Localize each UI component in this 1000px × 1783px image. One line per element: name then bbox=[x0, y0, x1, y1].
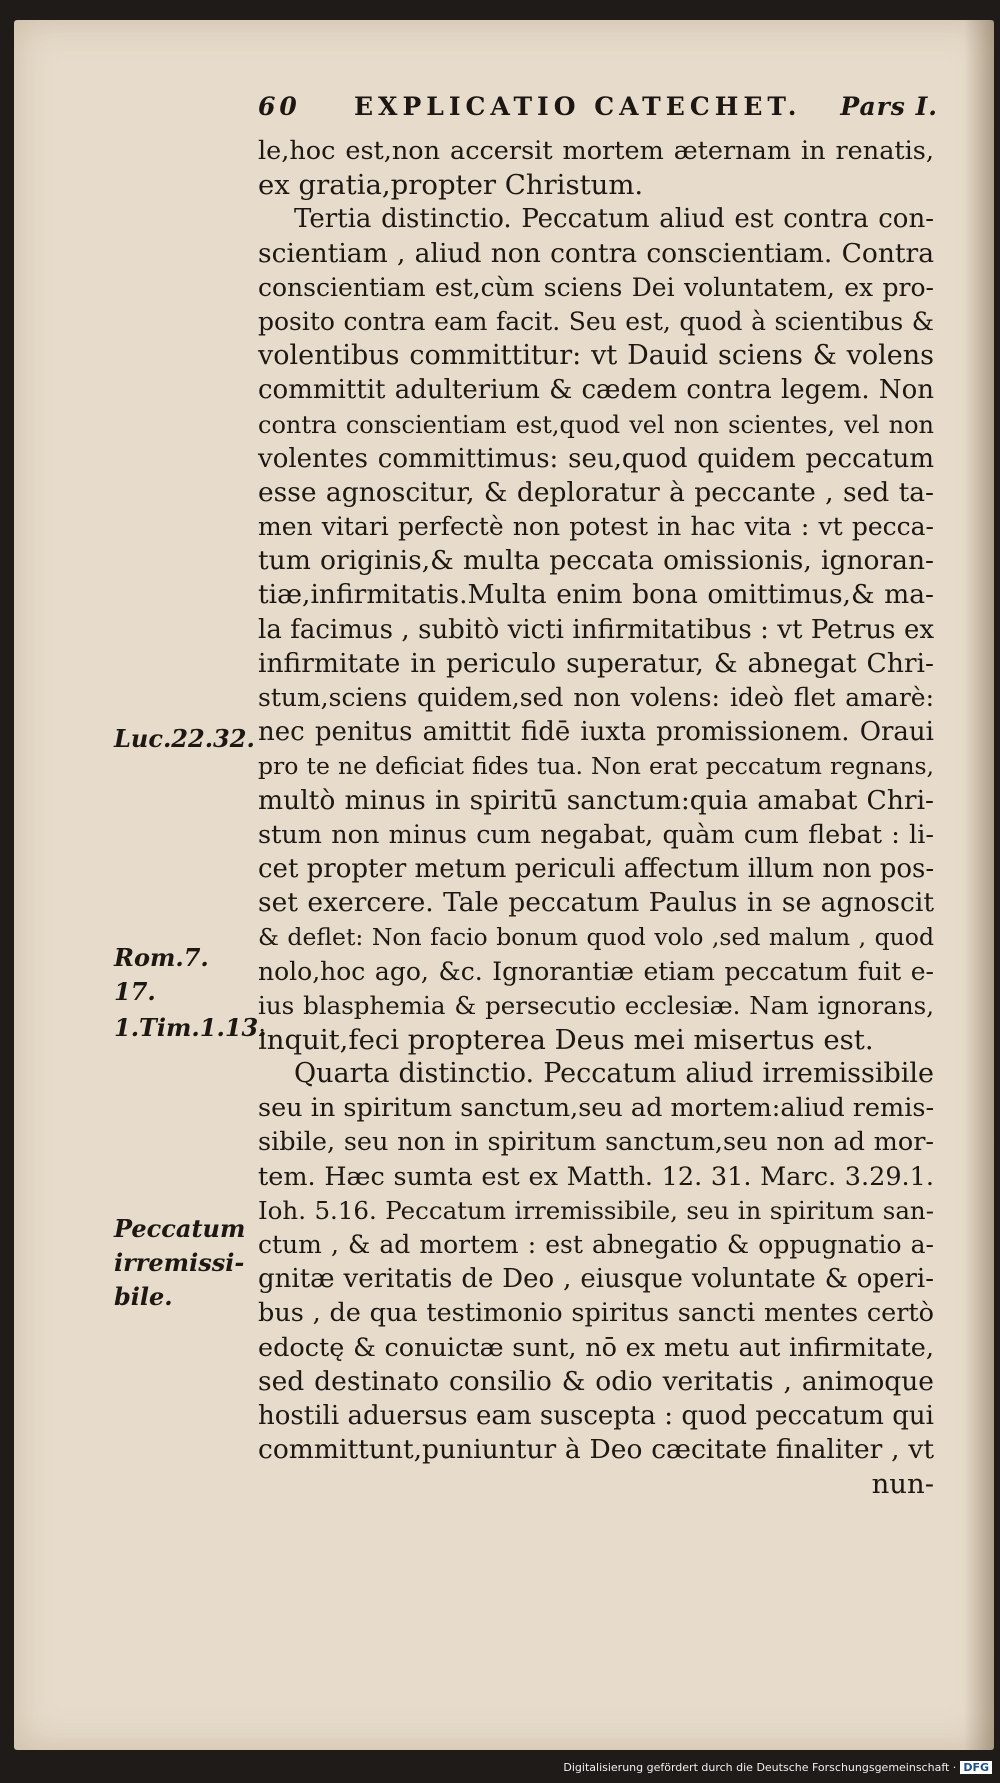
text-line: & deflet: Non facio bonum quod volo ,sed malum , quod bbox=[258, 923, 934, 952]
margin-note: Peccatum irremissi-bile. bbox=[114, 1214, 246, 1311]
dfg-logo: DFG bbox=[960, 1761, 992, 1774]
text-line: conscientiam est,cùm sciens Dei voluntatem, ex pro- bbox=[258, 272, 934, 302]
part-label: Pars I. bbox=[840, 92, 938, 121]
text-line: tiæ,infirmitatis.Multa enim bona omittimus,& ma- bbox=[258, 579, 934, 611]
text-line: bus , de qua testimonio spiritus sancti mentes certò bbox=[258, 1298, 934, 1329]
text-line: nec penitus amittit fidē iuxta promissionem. Oraui bbox=[258, 717, 934, 748]
text-line: stum,sciens quidem,sed non volens: ideò flet amarè: bbox=[258, 683, 934, 712]
running-header bbox=[258, 92, 938, 128]
text-line: ctum , & ad mortem : est abnegatio & oppugnatio a- bbox=[258, 1230, 934, 1259]
text-line: inquit,feci propterea Deus mei misertus est. bbox=[258, 1023, 874, 1056]
text-line: sed destinato consilio & odio veritatis , animoque bbox=[258, 1365, 934, 1397]
text-line: stum non minus cum negabat, quàm cum flebat : li- bbox=[258, 819, 934, 850]
running-title: EXPLICATIO CATECHET. bbox=[354, 92, 802, 121]
text-line: Quarta distinctio. Peccatum aliud irremissibile bbox=[294, 1058, 934, 1090]
credit-text: Digitalisierung gefördert durch die Deutsche Forschungsgemeinschaft · bbox=[563, 1761, 957, 1774]
text-line: cet propter metum periculi affectum illum non pos- bbox=[258, 853, 935, 884]
text-line: le,hoc est,non accersit mortem æternam in renatis, bbox=[258, 136, 934, 166]
text-line: nolo,hoc ago, &c. Ignorantiæ etiam peccatum fuit e- bbox=[258, 956, 934, 986]
text-line: scientiam , aliud non contra conscientiam. Contra bbox=[258, 237, 934, 269]
text-line: la facimus , subitò victi infirmitatibus : vt Petrus ex bbox=[258, 614, 934, 645]
text-line: committit adulterium & cædem contra legem. Non bbox=[258, 375, 934, 406]
page-gutter-shadow bbox=[964, 20, 994, 1750]
text-line: ex gratia,propter Christum. bbox=[258, 169, 644, 202]
text-line: sibile, seu non in spiritum sanctum,seu non ad mor- bbox=[258, 1127, 934, 1158]
text-line: esse agnoscitur, & deploratur à peccante , sed ta- bbox=[258, 476, 934, 508]
text-line: Tertia distinctio. Peccatum aliud est contra con- bbox=[294, 204, 934, 235]
margin-note: Rom.7. 17. bbox=[114, 943, 209, 1006]
text-line: committunt,puniuntur à Deo cæcitate finaliter , vt bbox=[258, 1434, 934, 1466]
body-text bbox=[258, 134, 934, 1502]
text-line: volentibus committitur: vt Dauid sciens & volens bbox=[258, 340, 934, 372]
text-line: Ioh. 5.16. Peccatum irremissibile, seu in spiritum san- bbox=[258, 1195, 934, 1225]
text-line: tem. Hæc sumta est ex Matth. 12. 31. Marc. 3.29.1. bbox=[258, 1161, 934, 1192]
margin-note: 1.Tim.1.13. bbox=[114, 1013, 267, 1042]
text-line: set exercere. Tale peccatum Paulus in se agnoscit bbox=[258, 887, 934, 919]
text-line: contra conscientiam est,quod vel non scientes, vel non bbox=[258, 410, 934, 439]
text-line: multò minus in spiritū sanctum:quia amabat Chri- bbox=[258, 784, 934, 816]
catchword: nun- bbox=[871, 1468, 934, 1501]
text-line: edoctę & conuictæ sunt, nō ex metu aut infirmitate, bbox=[258, 1332, 934, 1363]
text-line: hostili aduersus eam suscepta : quod peccatum qui bbox=[258, 1400, 934, 1431]
margin-note: Luc.22.32. bbox=[114, 724, 255, 753]
text-line: men vitari perfectè non potest in hac vita : vt pecca- bbox=[258, 512, 934, 542]
text-line: tum originis,& multa peccata omissionis, ignoran- bbox=[258, 545, 934, 577]
digitization-credit bbox=[563, 1761, 992, 1781]
text-line: seu in spiritum sanctum,seu ad mortem:aliud remis- bbox=[258, 1093, 935, 1124]
text-line: posito contra eam facit. Seu est, quod à scientibus & bbox=[258, 306, 934, 336]
text-line: volentes committimus: seu,quod quidem peccatum bbox=[258, 443, 934, 474]
text-line: ius blasphemia & persecutio ecclesiæ. Nam ignorans, bbox=[258, 990, 934, 1020]
text-line: gnitæ veritatis de Deo , eiusque voluntate & operi- bbox=[258, 1264, 934, 1295]
text-line: infirmitate in periculo superatur, & abnegat Chri- bbox=[258, 647, 934, 679]
page-number: 60 bbox=[258, 92, 301, 121]
text-line: pro te ne deficiat fides tua. Non erat peccatum regnans, bbox=[258, 752, 934, 781]
